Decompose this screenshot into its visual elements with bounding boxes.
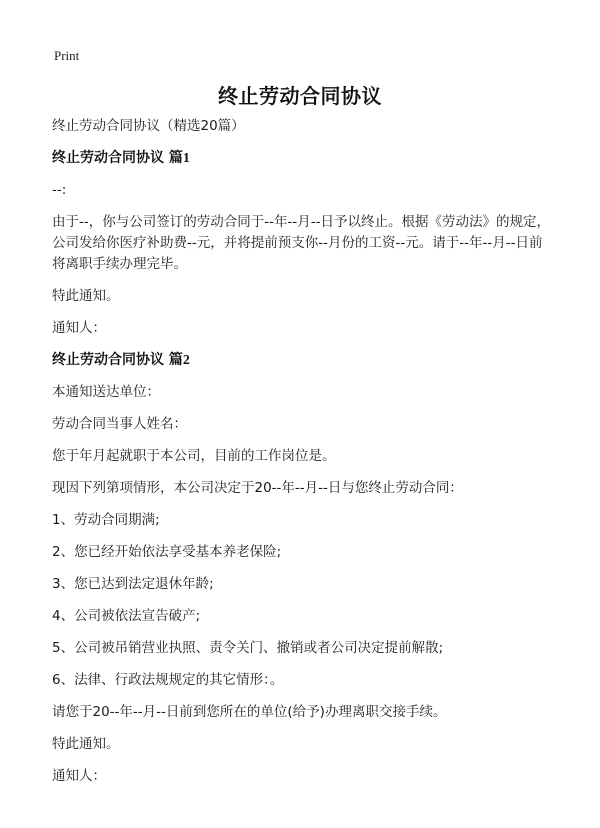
section-heading-2 bbox=[52, 350, 552, 371]
list-item: 5、公司被吊销营业执照、责令关门、撤销或者公司决定提前解散; bbox=[52, 640, 444, 656]
section-heading-number: 2 bbox=[182, 353, 190, 368]
paragraph: 现因下列第项情形，本公司决定于20--年--月--日与您终止劳动合同： bbox=[52, 480, 463, 496]
list-item: 3、您已达到法定退休年龄; bbox=[52, 576, 214, 592]
paragraph: 您于年月起就职于本公司，目前的工作岗位是。 bbox=[52, 448, 336, 464]
paragraph: 通知人： bbox=[52, 768, 106, 784]
list-item: 1、劳动合同期满; bbox=[52, 512, 160, 528]
document-title: 终止劳动合同协议 bbox=[218, 84, 382, 108]
print-link[interactable]: Print bbox=[54, 48, 80, 63]
paragraph: 特此通知。 bbox=[52, 736, 120, 752]
section-heading-1 bbox=[52, 148, 552, 169]
document-subtitle: 终止劳动合同协议（精选20篇） bbox=[52, 118, 245, 134]
section-heading-text: 终止劳动合同协议 篇 bbox=[52, 352, 183, 368]
paragraph: 劳动合同当事人姓名： bbox=[52, 416, 187, 432]
list-item: 6、法律、行政法规规定的其它情形：。 bbox=[52, 672, 284, 688]
document-body bbox=[52, 116, 552, 798]
paragraph: 通知人： bbox=[52, 320, 106, 336]
paragraph: 由于--，你与公司签订的劳动合同于--年--月--日予以终止。根据《劳动法》的规定，公司发给你医疗补助费--元，并将提前预支你--月份的工资--元。请于--年--月--日前将离职手续办理完毕。 bbox=[52, 214, 550, 272]
paragraph: 请您于20--年--月--日前到您所在的单位(给予)办理离职交接手续。 bbox=[52, 704, 447, 720]
list-item: 4、公司被依法宣告破产; bbox=[52, 608, 201, 624]
section-heading-text: 终止劳动合同协议 篇 bbox=[52, 150, 183, 166]
paragraph: --: bbox=[52, 182, 67, 198]
paragraph: 特此通知。 bbox=[52, 288, 120, 304]
list-item: 2、您已经开始依法享受基本养老保险; bbox=[52, 544, 282, 560]
section-heading-number: 1 bbox=[182, 151, 190, 166]
paragraph: 本通知送达单位： bbox=[52, 384, 160, 400]
